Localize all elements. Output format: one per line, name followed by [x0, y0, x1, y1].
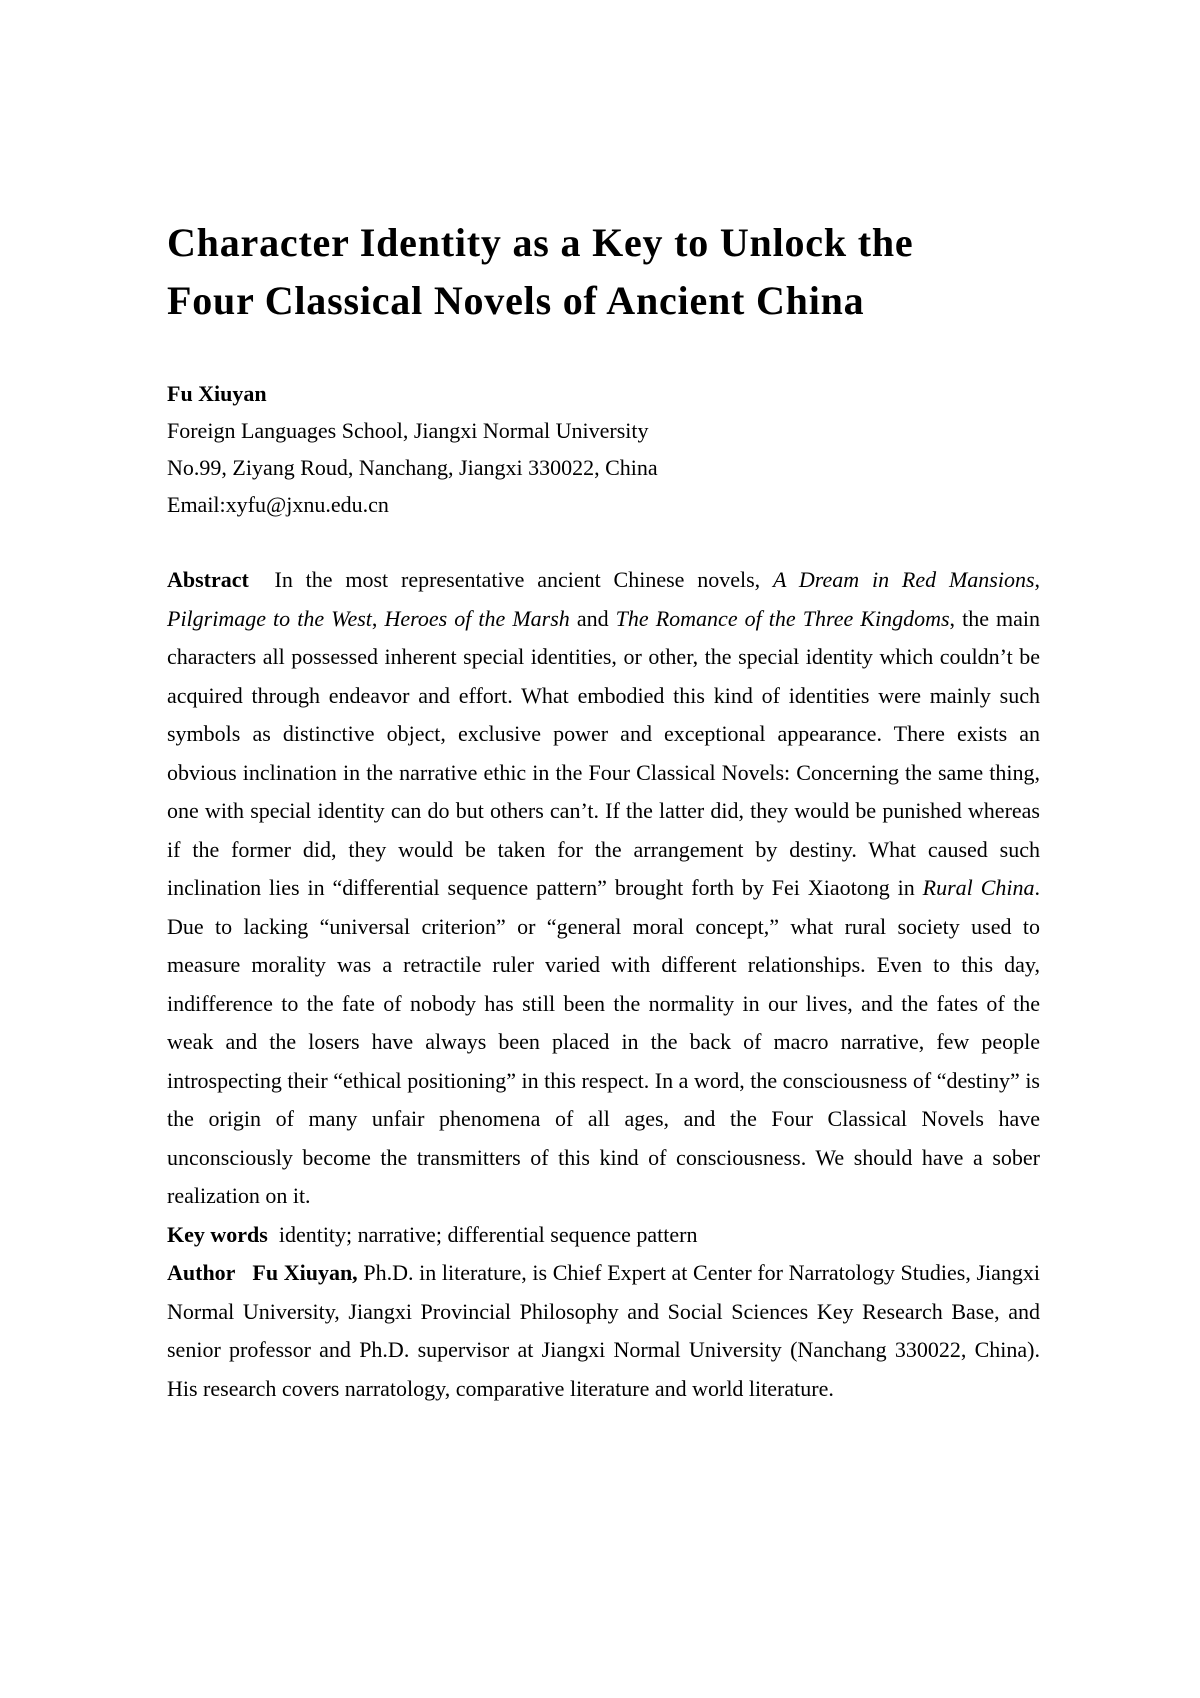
abstract-paragraph [167, 561, 1040, 1216]
author-info [167, 375, 1040, 523]
paper-page [167, 214, 1040, 1408]
author-bio-text: Ph.D. in literature, is Chief Expert at Center for Narratology Studies, Jiangxi Normal University, Jiangxi Provincial Philosophy and Social Sciences Key Research Base, and senior professor and Ph.D. supervisor at Jiangxi Normal University (Nanchang 330022, China). His research covers narratology, comparative literature and world literature. [167, 1260, 1041, 1401]
author-bio-name: Fu Xiuyan, [252, 1260, 358, 1285]
keywords-label: Key words [167, 1221, 268, 1247]
novel-title-4: The Romance of the Three Kingdoms [615, 605, 950, 631]
separator: and [576, 605, 609, 631]
author-bio-paragraph [167, 1254, 1040, 1408]
author-email: Email:xyfu@jxnu.edu.cn [167, 492, 389, 517]
novel-title-2: Pilgrimage to the West [167, 605, 372, 631]
keywords-text: identity; narrative; differential sequence pattern [278, 1221, 698, 1247]
novel-title-1: A Dream in Red Mansions [773, 567, 1035, 592]
abstract-intro: In the most representative ancient Chinese novels, [274, 567, 761, 592]
paper-title [167, 214, 1040, 330]
title-line-1: Character Identity as a Key to Unlock the [167, 220, 914, 265]
abstract-text-a: , the main characters all possessed inherent special identities, or other, the special identity which couldn’t be acquired through endeavor and effort. What embodied this kind of identities were mainly such symbols as distinctive object, exclusive power and exceptional appearance. There exists an obvious inclination in the narrative ethic in the Four Classical Novels: Concerning the same thing, one with special identity can do but others can’t. If the latter did, they would be punished whereas if the former did, they would be taken for the arrangement by destiny. What caused such inclination lies in “differential sequence pattern” brought forth by Fei Xiaotong in [167, 605, 1041, 900]
title-line-2: Four Classical Novels of Ancient China [167, 278, 865, 323]
author-affiliation: Foreign Languages School, Jiangxi Normal University [167, 418, 649, 443]
abstract-section [167, 561, 1040, 1408]
separator: , [371, 605, 378, 631]
separator: , [1034, 567, 1041, 592]
keywords-paragraph [167, 1216, 1040, 1255]
abstract-label: Abstract [167, 567, 249, 592]
author-name: Fu Xiuyan [167, 381, 267, 406]
abstract-text-b: . Due to lacking “universal criterion” or “general moral concept,” what rural society used to measure morality was a retractile ruler varied with different relationships. Even to this day, indifference to the fate of nobody has still been the normality in our lives, and the fates of the weak and the losers have always been placed in the back of macro narrative, few people introspecting their “ethical positioning” in this respect. In a word, the consciousness of “destiny” is the origin of many unfair phenomena of all ages, and the Four Classical Novels have unconsciously become the transmitters of this kind of consciousness. We should have a sober realization on it. [167, 875, 1040, 1208]
novel-title-3: Heroes of the Marsh [384, 605, 570, 631]
author-address: No.99, Ziyang Roud, Nanchang, Jiangxi 330022, China [167, 455, 658, 480]
author-bio-label: Author [167, 1260, 236, 1285]
book-title-rural-china: Rural China [922, 875, 1035, 900]
